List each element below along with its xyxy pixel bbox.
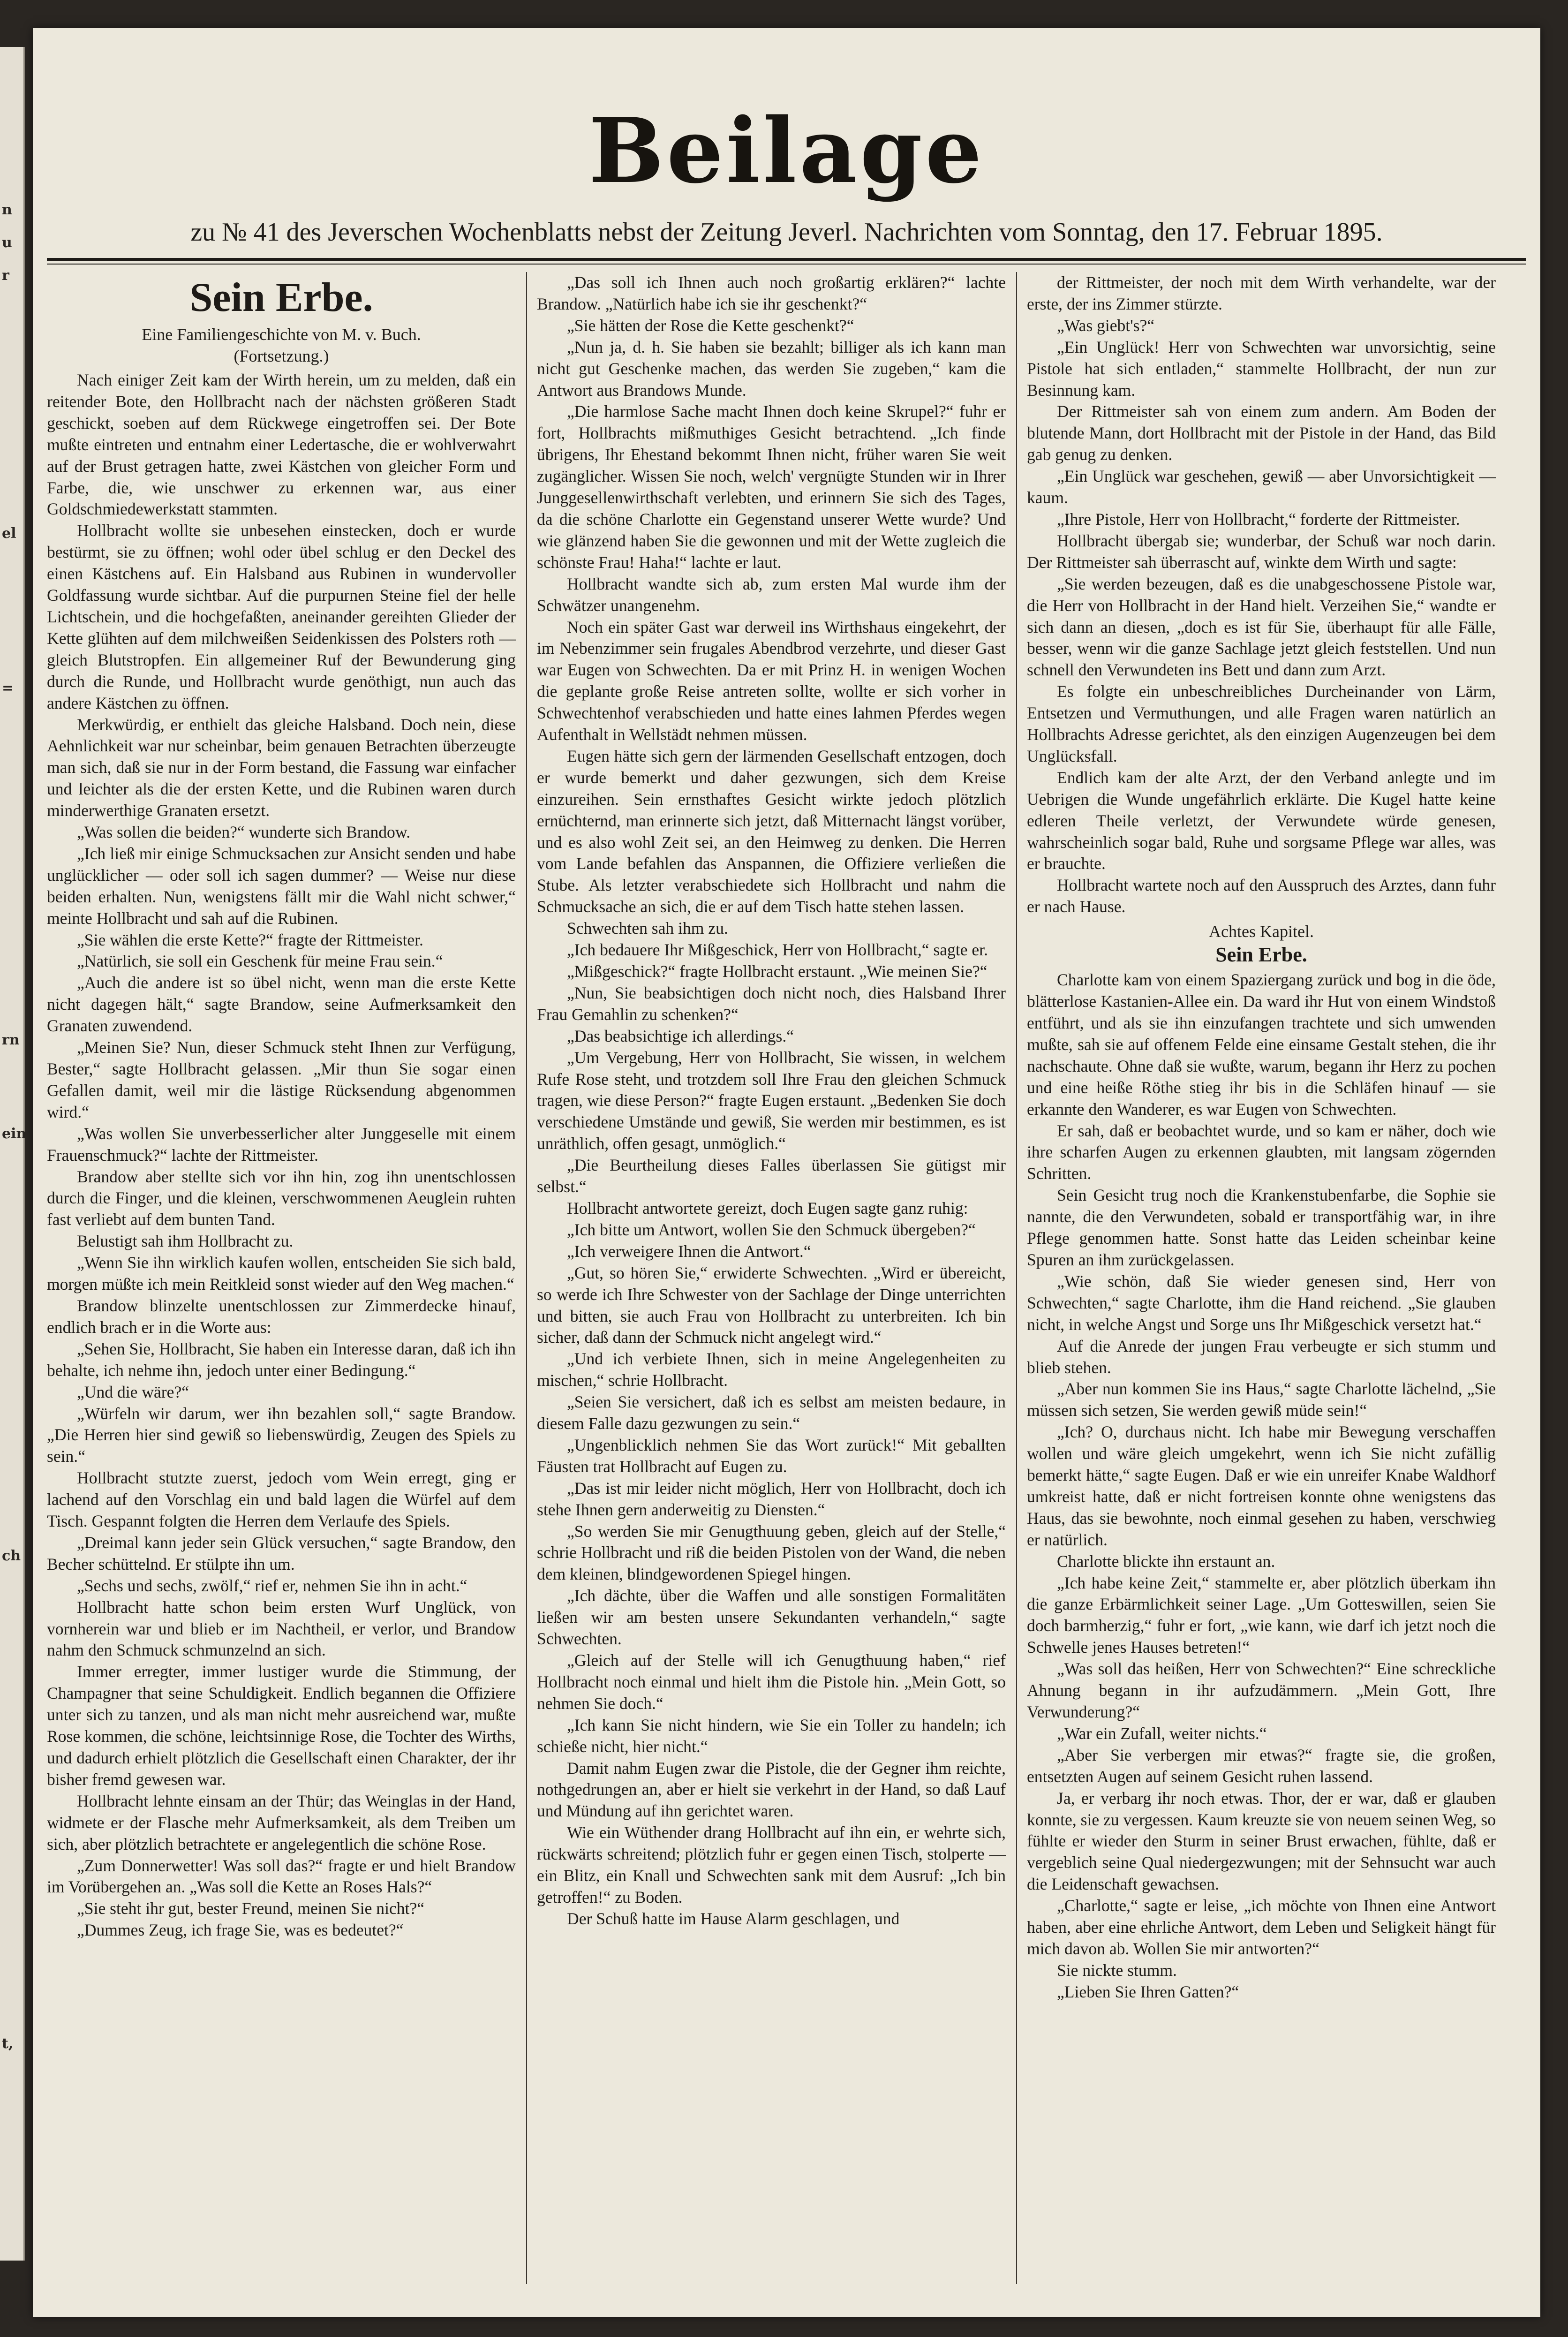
column-1 <box>47 272 516 2284</box>
paragraph: Der Rittmeister sah von einem zum andern. Am Boden der blutende Mann, dort Hollbracht mit der Pistole in der Hand, das Bild gab genug zu denken. <box>1027 402 1496 464</box>
paragraph: Noch ein später Gast war derweil ins Wirthshaus eingekehrt, der im Nebenzimmer sein frugales Abendbrod verzehrte, und dieser Gast war Eugen von Schwechten. Da er mit Prinz H. in wenigen Wochen die geplante große Reise antreten sollte, wollte er sich vorher in Schwechtenhof verabschieden und hatte eines lahmen Pferdes wegen Aufenthalt in Wellstädt nehmen müssen. <box>537 617 1006 744</box>
paragraph: Hollbracht lehnte einsam an der Thür; das Weinglas in der Hand, widmete er der Flasche mehr Aufmerksamkeit, als dem Treiben um sich, aber plötzlich betrachtete er angelegentlich die schöne Rose. <box>47 1791 516 1853</box>
paragraph: „Ihre Pistole, Herr von Hollbracht,“ forderte der Rittmeister. <box>1057 509 1460 529</box>
previous-page-edge: n u r el = rn ein ch t, <box>0 47 25 2261</box>
paragraph: „Dreimal kann jeder sein Glück versuchen,“ sagte Brandow, den Becher schüttelnd. Er stülpte ihn um. <box>47 1533 516 1573</box>
paragraph: „Meinen Sie? Nun, dieser Schmuck steht Ihnen zur Verfügung, Bester,“ sagte Hollbracht gelassen. „Mir thun Sie sogar einen Gefallen damit, weil mir die lästige Rücksendung abgenommen wird.“ <box>47 1038 516 1121</box>
paragraph: „Ich bedauere Ihr Mißgeschick, Herr von Hollbracht,“ sagte er. <box>567 940 988 960</box>
issue-subline: zu № 41 des Jeverschen Wochenblatts nebst der Zeitung Jeverl. Nachrichten vom Sonntag, den 17. Februar 1895. <box>190 218 1383 247</box>
paragraph: Brandow aber stellte sich vor ihn hin, zog ihn unentschlossen durch die Finger, und die kleinen, verschwommenen Aeuglein ruhten fast verliebt auf dem bunten Tand. <box>47 1167 516 1229</box>
paragraph: „Ein Unglück war geschehen, gewiß — aber Unvorsichtigkeit — kaum. <box>1027 467 1496 507</box>
paragraph: Schwechten sah ihm zu. <box>567 919 728 938</box>
paragraph: „Ich bitte um Antwort, wollen Sie den Schmuck übergeben?“ <box>567 1220 976 1239</box>
paragraph: „Um Vergebung, Herr von Hollbracht, Sie wissen, in welchem Rufe Rose steht, und trotzdem soll Ihre Frau den gleichen Schmuck tragen, wie diese Person?“ fragte Eugen erstaunt. „Bedenken Sie doch verschiedene Umstände und gewiß, Sie werden mir bestimmen, es ist unräthlich, offen gesagt, unmöglich.“ <box>537 1048 1006 1153</box>
chapter-label: Achtes Kapitel. <box>1209 922 1314 941</box>
newspaper-page <box>33 28 1540 2317</box>
story-title: Sein Erbe. <box>189 275 373 320</box>
paragraph: „Ich? O, durchaus nicht. Ich habe mir Bewegung verschaffen wollen und wäre gleich umgekehrt, wenn ich Sie nicht zufällig bemerkt hätte,“ sagte Eugen. Daß er wie ein unreifer Knabe Waldhorf umkreist hatte, daß er nicht fortreisen konnte ohne wenigstens das Haus, das sie bewohnte, noch einmal gesehen zu haben, verschwieg er natürlich. <box>1027 1422 1496 1549</box>
paragraph: Charlotte blickte ihn erstaunt an. <box>1057 1551 1275 1571</box>
column-3 <box>1027 272 1496 2284</box>
paragraph: Immer erregter, immer lustiger wurde die Stimmung, der Champagner that seine Schuldigkeit. Endlich begannen die Offiziere unter sich zu tanzen, und als man nicht mehr ausreichend war, mußte Rose kommen, die schöne, leichtsinnige Rose, die Tochter des Wirths, und dadurch erhielt plötzlich die Gesellschaft einen Charakter, der ihr bisher fremd gewesen war. <box>47 1662 516 1789</box>
paragraph: „Ein Unglück! Herr von Schwechten war unvorsichtig, seine Pistole hat sich entladen,“ stammelte Hollbracht, der nun zur Besinnung kam. <box>1027 337 1496 400</box>
paragraph: „Und die wäre?“ <box>77 1382 189 1401</box>
paragraph: „Das beabsichtige ich allerdings.“ <box>567 1026 794 1045</box>
paragraph: „Und ich verbiete Ihnen, sich in meine Angelegenheiten zu mischen,“ schrie Hollbracht. <box>537 1349 1006 1390</box>
column-3-body-top <box>1027 272 1496 918</box>
paragraph: Ja, er verbarg ihr noch etwas. Thor, der er war, daß er glauben konnte, sie zu vergessen. Kaum kreuzte sie von neuem seinen Weg, so fühlte er wieder den Sturm in seiner Brust erwachen, fühlte, daß er vergeblich seine Qual niedergezwungen; mit der Sehnsucht war auch die Leidenschaft gewachsen. <box>1027 1788 1496 1894</box>
paragraph: „Das soll ich Ihnen auch noch großartig erklären?“ lachte Brandow. „Natürlich habe ich sie ihr geschenkt?“ <box>537 273 1006 313</box>
paragraph: „Was sollen die beiden?“ wunderte sich Brandow. <box>77 823 411 842</box>
paragraph: Hollbracht wandte sich ab, zum ersten Mal wurde ihm der Schwätzer unangenehm. <box>537 574 1006 615</box>
paragraph: Damit nahm Eugen zwar die Pistole, die der Gegner ihm reichte, nothgedrungen an, aber er hielt sie verkehrt in der Hand, so daß Lauf und Mündung auf ihn gerichtet waren. <box>537 1758 1006 1821</box>
paragraph: „Auch die andere ist so übel nicht, wenn man die erste Kette nicht dagegen hält,“ sagte Brandow, seine Aufmerksamkeit den Granaten zuwendend. <box>47 973 516 1036</box>
paragraph: „Aber Sie verbergen mir etwas?“ fragte sie, die großen, entsetzten Augen auf seinem Gesicht ruhen lassend. <box>1027 1745 1496 1786</box>
paragraph: „Wie schön, daß Sie wieder genesen sind, Herr von Schwechten,“ sagte Charlotte, ihm die Hand reichend. „Sie glauben nicht, in welche Angst und Sorge uns Ihr Mißgeschick versetzt hat.“ <box>1027 1271 1496 1334</box>
paragraph: Sein Gesicht trug noch die Krankenstubenfarbe, die Sophie sie nannte, die den Verwundeten, sobald er transportfähig war, in ihre Pflege genommen hatte. Sonst hatte das Leiden scheinbar keine Spuren an ihm zurückgelassen. <box>1027 1186 1496 1269</box>
story-continued: (Fortsetzung.) <box>234 347 329 365</box>
paragraph: Endlich kam der alte Arzt, der den Verband anlegte und im Uebrigen die Wunde ungefährlich erklärte. Die Kugel hatte keine edleren Theile verletzt, der Verwundete würde genesen, wahrscheinlich sogar bald, Ruhe und sorgsame Pflege war alles, was er brauchte. <box>1027 768 1496 873</box>
paragraph: „Seien Sie versichert, daß ich es selbst am meisten bedaure, in diesem Falle dazu gezwungen zu sein.“ <box>537 1392 1006 1433</box>
paragraph: „Gut, so hören Sie,“ erwiderte Schwechten. „Wird er übereicht, so werde ich Ihre Schwester von der Sachlage der Dinge unterrichten und bitten, sie auch Frau von Hollbracht zu unterbreiten. Ich bin sicher, daß dann der Schmuck nicht angelegt wird.“ <box>537 1263 1006 1347</box>
header-rule-thin <box>47 264 1526 265</box>
paragraph: Hollbracht stutzte zuerst, jedoch vom Wein erregt, ging er lachend auf den Vorschlag ein und bald lagen die Würfel auf dem Tisch. Gespannt folgten die Herren dem Verlaufe des Spiels. <box>47 1468 516 1531</box>
paragraph: „So werden Sie mir Genugthuung geben, gleich auf der Stelle,“ schrie Hollbracht und riß die beiden Pistolen von der Wand, die neben dem kleinen, blindgewordenen Spiegel hingen. <box>537 1521 1006 1584</box>
paragraph: Hollbracht übergab sie; wunderbar, der Schuß war noch darin. Der Rittmeister sah überrascht auf, winkte dem Wirth und sagte: <box>1027 531 1496 572</box>
paragraph: „Sechs und sechs, zwölf,“ rief er, nehmen Sie ihn in acht.“ <box>77 1576 467 1595</box>
paragraph: „Was wollen Sie unverbesserlicher alter Junggeselle mit einem Frauenschmuck?“ lachte der Rittmeister. <box>47 1124 516 1165</box>
paragraph: „Ich verweigere Ihnen die Antwort.“ <box>567 1241 811 1261</box>
paragraph: „Charlotte,“ sagte er leise, „ich möchte von Ihnen eine Antwort haben, aber eine ehrliche Antwort, dem Leben und Seligkeit hängt für mich davon ab. Wollen Sie mir antworten?“ <box>1027 1896 1496 1958</box>
paragraph: „Wenn Sie ihn wirklich kaufen wollen, entscheiden Sie sich bald, morgen müßte ich mein Reitkleid sonst wieder auf den Weg machen.“ <box>47 1253 516 1294</box>
column-1-body <box>47 370 516 1941</box>
masthead-title: Beilage <box>588 98 985 203</box>
paragraph: „Lieben Sie Ihren Gatten?“ <box>1057 1982 1239 2001</box>
paragraph: „Sie wählen die erste Kette?“ fragte der Rittmeister. <box>77 930 423 949</box>
paragraph: „War ein Zufall, weiter nichts.“ <box>1057 1724 1267 1743</box>
paragraph: Hollbracht antwortete gereizt, doch Eugen sagte ganz ruhig: <box>567 1198 968 1218</box>
column-3-body-bottom <box>1027 969 1496 2003</box>
paragraph: „Das ist mir leider nicht möglich, Herr von Hollbracht, doch ich stehe Ihnen gern anderweitig zu Diensten.“ <box>537 1478 1006 1519</box>
column-divider-2 <box>1016 272 1017 2284</box>
paragraph: Belustigt sah ihm Hollbracht zu. <box>77 1232 294 1251</box>
paragraph: „Ich habe keine Zeit,“ stammelte er, aber plötzlich überkam ihn die ganze Erbärmlichkeit seiner Lage. „Um Gotteswillen, seien Sie doch barmherzig,“ fuhr er fort, „wie kann, wie darf ich jetzt noch die Schwelle jenes Hauses betreten!“ <box>1027 1573 1496 1657</box>
paragraph: Hollbracht wollte sie unbesehen einstecken, doch er wurde bestürmt, sie zu öffnen; wohl oder übel schlug er den Deckel des einen Kästchens auf. Ein Halsband aus Rubinen in wundervoller Goldfassung wurde sichtbar. Auf die purpurnen Steine fiel der helle Lichtschein, und die hochgefaßten, aneinander gereihten Glieder der Kette glühten auf dem milchweißen Seidenkissen des Polsters roth — gleich Blutstropfen. Ein allgemeiner Ruf der Bewunderung ging durch die Runde, und Hollbracht wurde genöthigt, nun auch das andere Kästchen zu öffnen. <box>47 521 516 712</box>
paragraph: Der Schuß hatte im Hause Alarm geschlagen, und <box>567 1909 900 1928</box>
paragraph: Auf die Anrede der jungen Frau verbeugte er sich stumm und blieb stehen. <box>1027 1336 1496 1377</box>
paragraph: „Die Beurtheilung dieses Falles überlassen Sie gütigst mir selbst.“ <box>537 1156 1006 1196</box>
paragraph: „Die harmlose Sache macht Ihnen doch keine Skrupel?“ fuhr er fort, Hollbrachts mißmuthiges Gesicht betrachtend. „Ich finde übrigens, Ihr Ehestand bekommt Ihnen nicht, früher waren Sie weit zugänglicher. Wissen Sie noch, welch' vergnügte Stunden wir in Ihrer Junggesellenwirthschaft verlebten, und erinnern Sie sich des Tages, da die schöne Charlotte ein Gegenstand unserer Wette wurde? Und wie glänzend haben Sie die gewonnen und mit der Wette zugleich die schönste Frau! Haha!“ lachte er laut. <box>537 402 1006 572</box>
paragraph: Er sah, daß er beobachtet wurde, und so kam er näher, doch wie ihre scharfen Augen zu erkennen glaubten, mit langsam zögernden Schritten. <box>1027 1121 1496 1183</box>
paragraph: Charlotte kam von einem Spaziergang zurück und bog in die öde, blätterlose Kastanien-Allee ein. Da ward ihr Hut von einem Windstoß entführt, und als sie ihn einzufangen trachtete und sich umwenden mußte, sah sie auf offenem Felde eine einsame Gestalt stehen, die ihr nachschaute. Ohne daß sie wußte, warum, begann ihr Herz zu pochen und eine heiße Röthe stieg ihr bis in die Schläfen hinauf — sie erkannte den Wanderer, es war Eugen von Schwechten. <box>1027 970 1496 1119</box>
paragraph: „Natürlich, sie soll ein Geschenk für meine Frau sein.“ <box>77 952 443 971</box>
paragraph: „Sie steht ihr gut, bester Freund, meinen Sie nicht?“ <box>77 1899 425 1918</box>
paragraph: „Ich ließ mir einige Schmucksachen zur Ansicht senden und habe unglücklicher — oder soll ich sagen dummer? — Weise nur diese beiden erhalten. Nun, wenigstens fällt mir die Wahl nicht schwer,“ meinte Hollbracht und sah auf die Rubinen. <box>47 844 516 928</box>
paragraph: „Mißgeschick?“ fragte Hollbracht erstaunt. „Wie meinen Sie?“ <box>567 962 988 981</box>
paragraph: Merkwürdig, er enthielt das gleiche Halsband. Doch nein, diese Aehnlichkeit war nur scheinbar, beim genauen Betrachten überzeugte man sich, daß sie nur in der Form bestand, die Fassung war einfacher und leichter als die der ersten Kette, und die Rubinen waren durch minderwerthige Granaten ersetzt. <box>47 715 516 820</box>
header-rule <box>47 258 1526 261</box>
column-2-body <box>537 272 1006 1930</box>
column-2 <box>537 272 1006 2284</box>
paragraph: Sie nickte stumm. <box>1057 1960 1177 1980</box>
paragraph: Hollbracht hatte schon beim ersten Wurf Unglück, von vornherein war und blieb er im Nachtheil, er verlor, und Brandow nahm den Schmuck schmunzelnd an sich. <box>47 1597 516 1660</box>
paragraph: „Ich dächte, über die Waffen und alle sonstigen Formalitäten ließen wir am besten unsere Sekundanten verhandeln,“ sagte Schwechten. <box>537 1586 1006 1649</box>
paragraph: „Sie hätten der Rose die Kette geschenkt?“ <box>567 316 854 335</box>
paragraph: „Ungenblicklich nehmen Sie das Wort zurück!“ Mit geballten Fäusten trat Hollbracht auf Eugen zu. <box>537 1435 1006 1476</box>
paragraph: „Ich kann Sie nicht hindern, wie Sie ein Toller zu handeln; ich schieße nicht, hier nicht.“ <box>537 1715 1006 1756</box>
paragraph: Hollbracht wartete noch auf den Ausspruch des Arztes, dann fuhr er nach Hause. <box>1027 876 1496 916</box>
paragraph: „Würfeln wir darum, wer ihn bezahlen soll,“ sagte Brandow. „Die Herren hier sind gewiß so liebenswürdig, Zeugen des Spiels zu sein.“ <box>47 1404 516 1466</box>
paragraph: der Rittmeister, der noch mit dem Wirth verhandelte, war der erste, der ins Zimmer stürzte. <box>1027 273 1496 313</box>
paragraph: „Dummes Zeug, ich frage Sie, was es bedeutet?“ <box>77 1921 404 1940</box>
paragraph: „Sie werden bezeugen, daß es die unabgeschossene Pistole war, die Herr von Hollbracht in der Hand hielt. Verzeihen Sie,“ wandte er sich dann an diesen, „doch es ist für Sie, überhaupt für alle Fälle, besser, wenn wir die ganze Sachlage jetzt gleich feststellen. Und nun schnell den Verwundeten ins Bett und dann zum Arzt. <box>1027 574 1496 680</box>
paragraph: Eugen hätte sich gern der lärmenden Gesellschaft entzogen, doch er wurde bemerkt und daher gezwungen, sich dem Kreise einzureihen. Sein ernsthaftes Gesicht wirkte jedoch plötzlich ernüchternd, man erinnerte sich jetzt, daß Mitternacht längst vorüber, und es also wohl Zeit sei, an den Heimweg zu denken. Die Herren vom Lande befahlen das Anspannen, die Offiziere verließen die Stube. Als letzter verabschiedete sich Hollbracht und nahm die Schmucksache an sich, die er auf dem Tisch hatte stehen lassen. <box>537 746 1006 916</box>
paragraph: Wie ein Wüthender drang Hollbracht auf ihn ein, er wehrte sich, rückwärts schreitend; plötzlich fuhr er gegen einen Tisch, stolperte — ein Blitz, ein Knall und Schwechten sank mit dem Ausruf: „Ich bin getroffen!“ zu Boden. <box>537 1823 1006 1906</box>
paragraph: „Nun, Sie beabsichtigen doch nicht noch, dies Halsband Ihrer Frau Gemahlin zu schenken?“ <box>537 983 1006 1024</box>
paragraph: „Sehen Sie, Hollbracht, Sie haben ein Interesse daran, daß ich ihn behalte, ich nehme ihn, jedoch unter einer Bedingung.“ <box>47 1339 516 1380</box>
paragraph: „Gleich auf der Stelle will ich Genugthuung haben,“ rief Hollbracht noch einmal und hielt ihm die Pistole hin. „Mein Gott, so nehmen Sie doch.“ <box>537 1651 1006 1713</box>
paragraph: „Zum Donnerwetter! Was soll das?“ fragte er und hielt Brandow im Vorübergehen an. „Was soll die Kette an Roses Hals?“ <box>47 1856 516 1897</box>
paragraph: „Was giebt's?“ <box>1057 316 1155 335</box>
paragraph: Es folgte ein unbeschreibliches Durcheinander von Lärm, Entsetzen und Vermuthungen, und alle Fragen waren natürlich an Hollbrachts Adresse gerichtet, als den einzigen Augenzeugen bei dem Unglücksfall. <box>1027 682 1496 765</box>
paragraph: Nach einiger Zeit kam der Wirth herein, um zu melden, daß ein reitender Bote, den Hollbracht nach der nächsten größeren Stadt geschickt, soeben auf dem Rückwege eingetroffen sei. Der Bote mußte eintreten und entnahm einer Ledertasche, die er wohlverwahrt auf der Brust getragen hatte, zwei Kästchen von gleicher Form und Farbe, die, wie unschwer zu erkennen war, aus einer Goldschmiedewerkstatt stammten. <box>47 371 516 519</box>
column-divider-1 <box>526 272 527 2284</box>
paragraph: „Was soll das heißen, Herr von Schwechten?“ Eine schreckliche Ahnung begann in ihr aufzudämmern. „Mein Gott, Ihre Verwunderung?“ <box>1027 1659 1496 1721</box>
chapter-title: Sein Erbe. <box>1215 943 1307 967</box>
story-byline: Eine Familiengeschichte von M. v. Buch. <box>142 325 421 344</box>
paragraph: Brandow blinzelte unentschlossen zur Zimmerdecke hinauf, endlich brach er in die Worte aus: <box>47 1296 516 1337</box>
paragraph: „Aber nun kommen Sie ins Haus,“ sagte Charlotte lächelnd, „Sie müssen sich setzen, Sie werden gewiß müde sein!“ <box>1027 1379 1496 1420</box>
paragraph: „Nun ja, d. h. Sie haben sie bezahlt; billiger als ich kann man nicht gut Geschenke machen, das werden Sie zugeben,“ kam die Antwort aus Brandows Munde. <box>537 337 1006 400</box>
